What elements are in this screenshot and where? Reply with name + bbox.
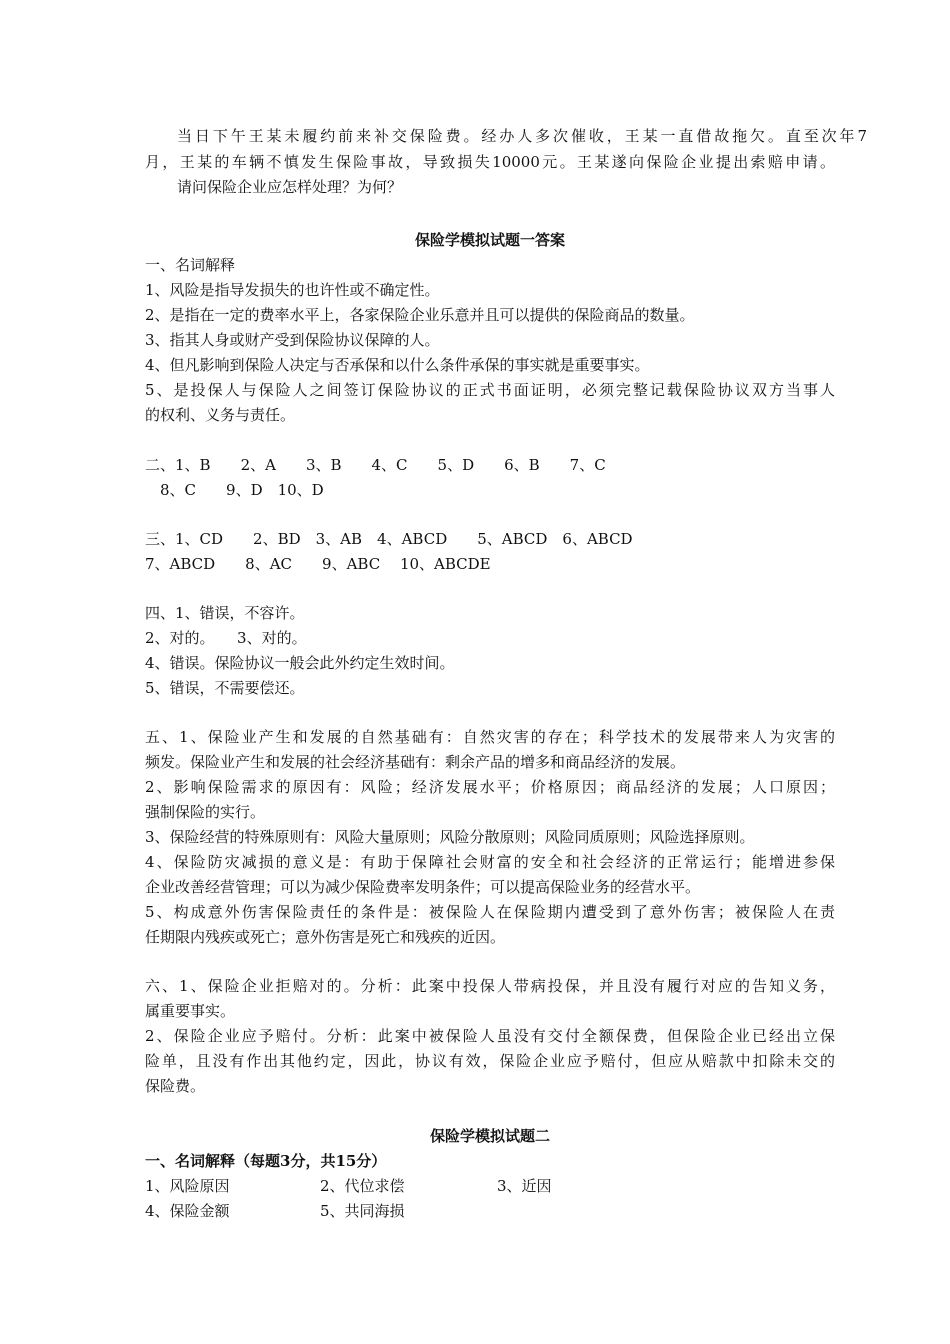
answer-line: 4、保险防灾减损的意义是：有助于保障社会财富的安全和社会经济的正常运行；能增进参保: [145, 853, 835, 871]
answer-line: 2、保险企业应予赔付。分析：此案中被保险人虽没有交付全额保费，但保险企业已经出立保: [145, 1027, 835, 1045]
term-item: 2、代位求偿: [320, 1177, 405, 1195]
term-item: 5、共同海损: [320, 1202, 405, 1220]
answer-line: 强制保险的实行。: [145, 803, 266, 821]
term-item: 3、近因: [497, 1177, 552, 1195]
answer-line: 三、1、CD 2、BD 3、AB 4、ABCD 5、ABCD 6、ABCD: [145, 530, 633, 548]
answer-line: 4、错误。保险协议一般会此外约定生效时间。: [145, 654, 455, 672]
answer-line: 5、是投保人与保险人之间签订保险协议的正式书面证明，必须完整记载保险协议双方当事人: [145, 381, 835, 399]
answer-line: 5、构成意外伤害保险责任的条件是：被保险人在保险期内遭受到了意外伤害；被保险人在责: [145, 903, 835, 921]
section-heading: 一、名词解释: [145, 256, 236, 274]
answer-line: 4、但凡影响到保险人决定与否承保和以什么条件承保的事实就是重要事实。: [145, 356, 650, 374]
answer-line: 四、1、错误，不容许。: [145, 604, 305, 622]
terms-row: [0, 1176, 950, 1198]
answer-line: 3、保险经营的特殊原则有：风险大量原则；风险分散原则；风险同质原则；风险选择原则。: [145, 828, 755, 846]
answer-title: 保险学模拟试题一答案: [414, 231, 565, 249]
answer-line: 1、风险是指导发损失的也许性或不确定性。: [145, 281, 440, 299]
answer-line: 2、是指在一定的费率水平上，各家保险企业乐意并且可以提供的保险商品的数量。: [145, 306, 695, 324]
intro-line: 月，王某的车辆不慎发生保险事故，导致损失10000元。王某遂向保险企业提出索赔申请。: [145, 153, 835, 171]
answer-line: 5、错误，不需要偿还。: [145, 679, 305, 697]
answer-line: 保险费。: [145, 1077, 206, 1095]
answer-line: 2、对的。 3、对的。: [145, 629, 307, 647]
answer-line: 企业改善经营管理；可以为减少保险费率发明条件；可以提高保险业务的经营水平。: [145, 878, 701, 896]
answer-line: 3、指其人身或财产受到保险协议保障的人。: [145, 331, 440, 349]
exam2-title: 保险学模拟试题二: [429, 1127, 550, 1145]
terms-row: [0, 1201, 950, 1223]
answer-line: 任期限内残疾或死亡；意外伤害是死亡和残疾的近因。: [145, 928, 506, 946]
answer-line: 六、1、保险企业拒赔对的。分析：此案中投保人带病投保，并且没有履行对应的告知义务，: [145, 977, 835, 995]
answer-line: 频发。保险业产生和发展的社会经济基础有：剩余产品的增多和商品经济的发展。: [145, 753, 686, 771]
exam2-heading: 一、名词解释（每题3分，共15分）: [145, 1152, 387, 1170]
answer-line: 属重要事实。: [145, 1002, 236, 1020]
answer-line: 二、1、B 2、A 3、B 4、C 5、D 6、B 7、C: [145, 456, 606, 474]
answer-line: 2、影响保险需求的原因有：风险；经济发展水平；价格原因；商品经济的发展；人口原因；: [145, 778, 835, 796]
intro-question: 请问保险企业应怎样处理？为何？: [177, 178, 403, 196]
term-item: 4、保险金额: [145, 1202, 230, 1220]
answer-line: 8、C 9、D 10、D: [145, 481, 324, 499]
answer-line: 7、ABCD 8、AC 9、ABC 10、ABCDE: [145, 555, 491, 573]
answer-line: 五、1、保险业产生和发展的自然基础有：自然灾害的存在；科学技术的发展带来人为灾害的: [145, 728, 835, 746]
term-item: 1、风险原因: [145, 1177, 230, 1195]
answer-line: 险单，且没有作出其他约定，因此，协议有效，保险企业应予赔付，但应从赔款中扣除未交的: [145, 1052, 835, 1070]
answer-line: 的权利、义务与责任。: [145, 406, 296, 424]
intro-line: 当日下午王某未履约前来补交保险费。经办人多次催收，王某一直借故拖欠。直至次年7: [177, 127, 867, 145]
